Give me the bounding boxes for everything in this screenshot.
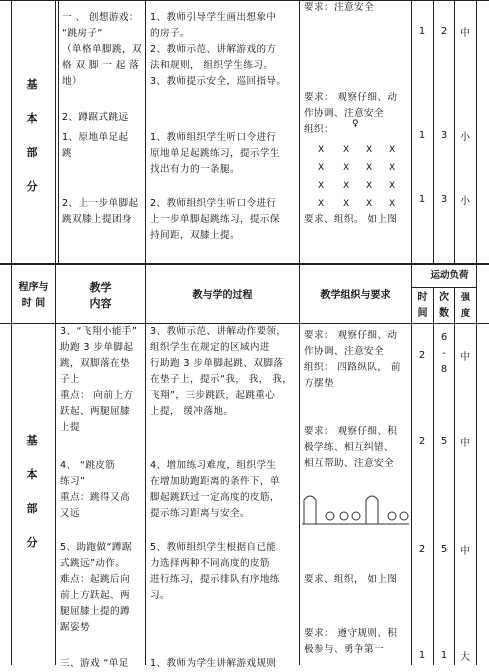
- game-time: 1: [418, 26, 426, 37]
- header-time: 时 间: [417, 292, 428, 319]
- header-count: 次 数: [439, 292, 449, 319]
- process-squat-jump: 5、教师组织学生根据自已能 力选择两种不同高度的皮筋 进行练习，提示排队有序地练 习。: [150, 542, 280, 601]
- squat-jump-count: 5: [440, 544, 448, 555]
- rubber-band-count: 5: [440, 436, 448, 447]
- header-exercise-load: 运动负荷: [430, 270, 469, 281]
- student-face: [388, 512, 396, 520]
- student-marker: X: [318, 181, 325, 191]
- process-game: 1、教师引导学生画出想象中 的房子。 2、教师示范、讲解游戏的方 法和规则， 组织学生练习。 3、教师提示安全，巡回指导。: [150, 12, 287, 87]
- student-marker: X: [366, 145, 373, 155]
- requirement-squat-jump: 要求、组织， 如上图: [304, 574, 398, 585]
- student-marker: X: [318, 163, 325, 173]
- student-face: [326, 512, 334, 520]
- requirement-game-2: 要求： 遵守规则、积 极参与、勇争第一: [304, 628, 398, 655]
- jump1-intensity: 小: [460, 132, 470, 143]
- section-label-top: 基 本 部 分: [26, 78, 38, 193]
- student-face: [340, 512, 348, 520]
- band-loop-right: [366, 496, 378, 524]
- requirement-observe: 要求： 观察仔细、动 作协调、注意安全: [304, 92, 398, 119]
- rubber-band-intensity: 中: [460, 438, 470, 449]
- student-face: [400, 512, 408, 520]
- student-marker: X: [343, 163, 350, 173]
- game2-intensity: 大: [460, 652, 470, 663]
- rubber-band-time: 2: [418, 436, 426, 447]
- organization-label: 组织：: [304, 124, 334, 135]
- jump1-time: 1: [418, 130, 426, 141]
- content-game-single-foot: 三、游戏 “单足: [60, 658, 129, 669]
- student-marker: X: [343, 199, 350, 209]
- process-rubber-band: 4、增加练习难度，组织学生 在增加助跑距离的条件下，单 脚起跳跃过一定高度的皮筋， 提示练习距离与安全。: [150, 460, 280, 519]
- process-jump-1: 1、教师组织学生听口令进行 原地单足起跳练习，提示学生 找出有力的一条腿。: [150, 132, 280, 175]
- content-jump-2: 2、上一步单脚起 跳双膝上提团身: [62, 198, 139, 225]
- student-marker: X: [318, 199, 325, 209]
- header-procedure-time: 程序与 时 间: [18, 282, 49, 309]
- requirement-flying: 要求： 观察仔细、动 作协调、注意安全 组织： 四路纵队， 前 方摆垫: [304, 330, 401, 389]
- student-marker: X: [389, 163, 396, 173]
- student-marker: X: [389, 181, 396, 191]
- student-marker: X: [366, 199, 373, 209]
- content-jump-title: 2、蹲踞式跳远: [62, 112, 129, 123]
- process-jump-2: 2、教师组织学生听口令进行 上一步单脚起跳练习，提示保 持间距，双膝上提。: [150, 198, 280, 241]
- content-jump-1: 1、原地单足起 跳: [62, 132, 129, 159]
- jump2-count: 3: [440, 194, 448, 205]
- header-intensity: 强 度: [460, 293, 470, 319]
- inner-divider: [58, 0, 59, 263]
- header-content: 教学 内容: [89, 281, 112, 310]
- jump2-time: 1: [418, 194, 426, 205]
- student-face: [352, 512, 360, 520]
- squat-jump-intensity: 中: [460, 546, 470, 557]
- student-marker: X: [318, 145, 325, 155]
- student-marker: X: [343, 145, 350, 155]
- flying-count: 6 - 8: [440, 332, 448, 375]
- requirement-organization: 要求、组织。 如上图: [304, 214, 398, 225]
- table-col-divider: [411, 0, 412, 665]
- section-label-bottom: 基 本 部 分: [26, 434, 38, 549]
- requirement-safety: 要求：注意安全: [304, 2, 374, 13]
- student-marker: X: [366, 181, 373, 191]
- header-process: 教与学的过程: [192, 290, 253, 301]
- table-border-right: [476, 0, 477, 665]
- flying-intensity: 中: [460, 352, 470, 363]
- table-col-divider: [299, 0, 300, 665]
- jump2-intensity: 小: [460, 196, 470, 207]
- game2-count: 1: [440, 650, 448, 661]
- table-col-divider: [145, 0, 146, 665]
- flying-time: 2: [418, 350, 426, 361]
- teacher-marker-icon: ♀: [352, 119, 359, 129]
- game2-time: 1: [418, 650, 426, 661]
- header-divider: [411, 287, 476, 288]
- squat-jump-time: 2: [418, 544, 426, 555]
- table-col-divider: [454, 287, 455, 665]
- band-loop-left: [304, 496, 316, 524]
- rubber-band-diagram: [300, 490, 411, 534]
- student-marker: X: [343, 181, 350, 191]
- student-marker: X: [366, 163, 373, 173]
- requirement-rubber-band: 要求： 观察仔细、积 极学练、相互纠错、 相互帮助、注意安全: [304, 426, 398, 469]
- student-marker: X: [389, 199, 396, 209]
- game-count: 2: [440, 26, 448, 37]
- process-flying: 3、教师示范、讲解动作要领， 组织学生在规定的区域内进 行助跑 3 步单脚起跳、双脚落 在垫子上，提示“我， 我， 我， 飞翔”，三步跳跃，起跳重心 上提， 缓冲落地。: [150, 326, 293, 417]
- process-game-rules: 1、教师为学生讲解游戏规则: [150, 658, 277, 669]
- table-border-left: [11, 0, 12, 665]
- content-game: 一 、 创想游戏： “跳房子” （单格单脚跳，双 格 双 脚 一 起 落 地）: [62, 12, 142, 87]
- row-border: [0, 0, 489, 1]
- table-col-divider: [55, 0, 56, 665]
- content-squat-jump: 5、助跑做“蹲踞 式跳远”动作。 难点：起跳后向 前上方跃起、两 腿屈膝上提的蹲 踞姿势: [60, 542, 132, 633]
- game-intensity: 中: [460, 28, 470, 39]
- row-border: [0, 263, 489, 265]
- content-rubber-band: 4、 “跳皮筋 练习” 重点：跳得又高 又远: [60, 460, 130, 519]
- student-marker: X: [389, 145, 396, 155]
- header-organization: 教学组织与要求: [320, 290, 391, 301]
- jump1-count: 3: [440, 130, 448, 141]
- content-flying: 3、“飞翔小能手” 助跑 3 步单脚起 跳，双脚落在垫 子上 重点： 向前上方 跃起、两腿屈膝 上提: [60, 326, 138, 433]
